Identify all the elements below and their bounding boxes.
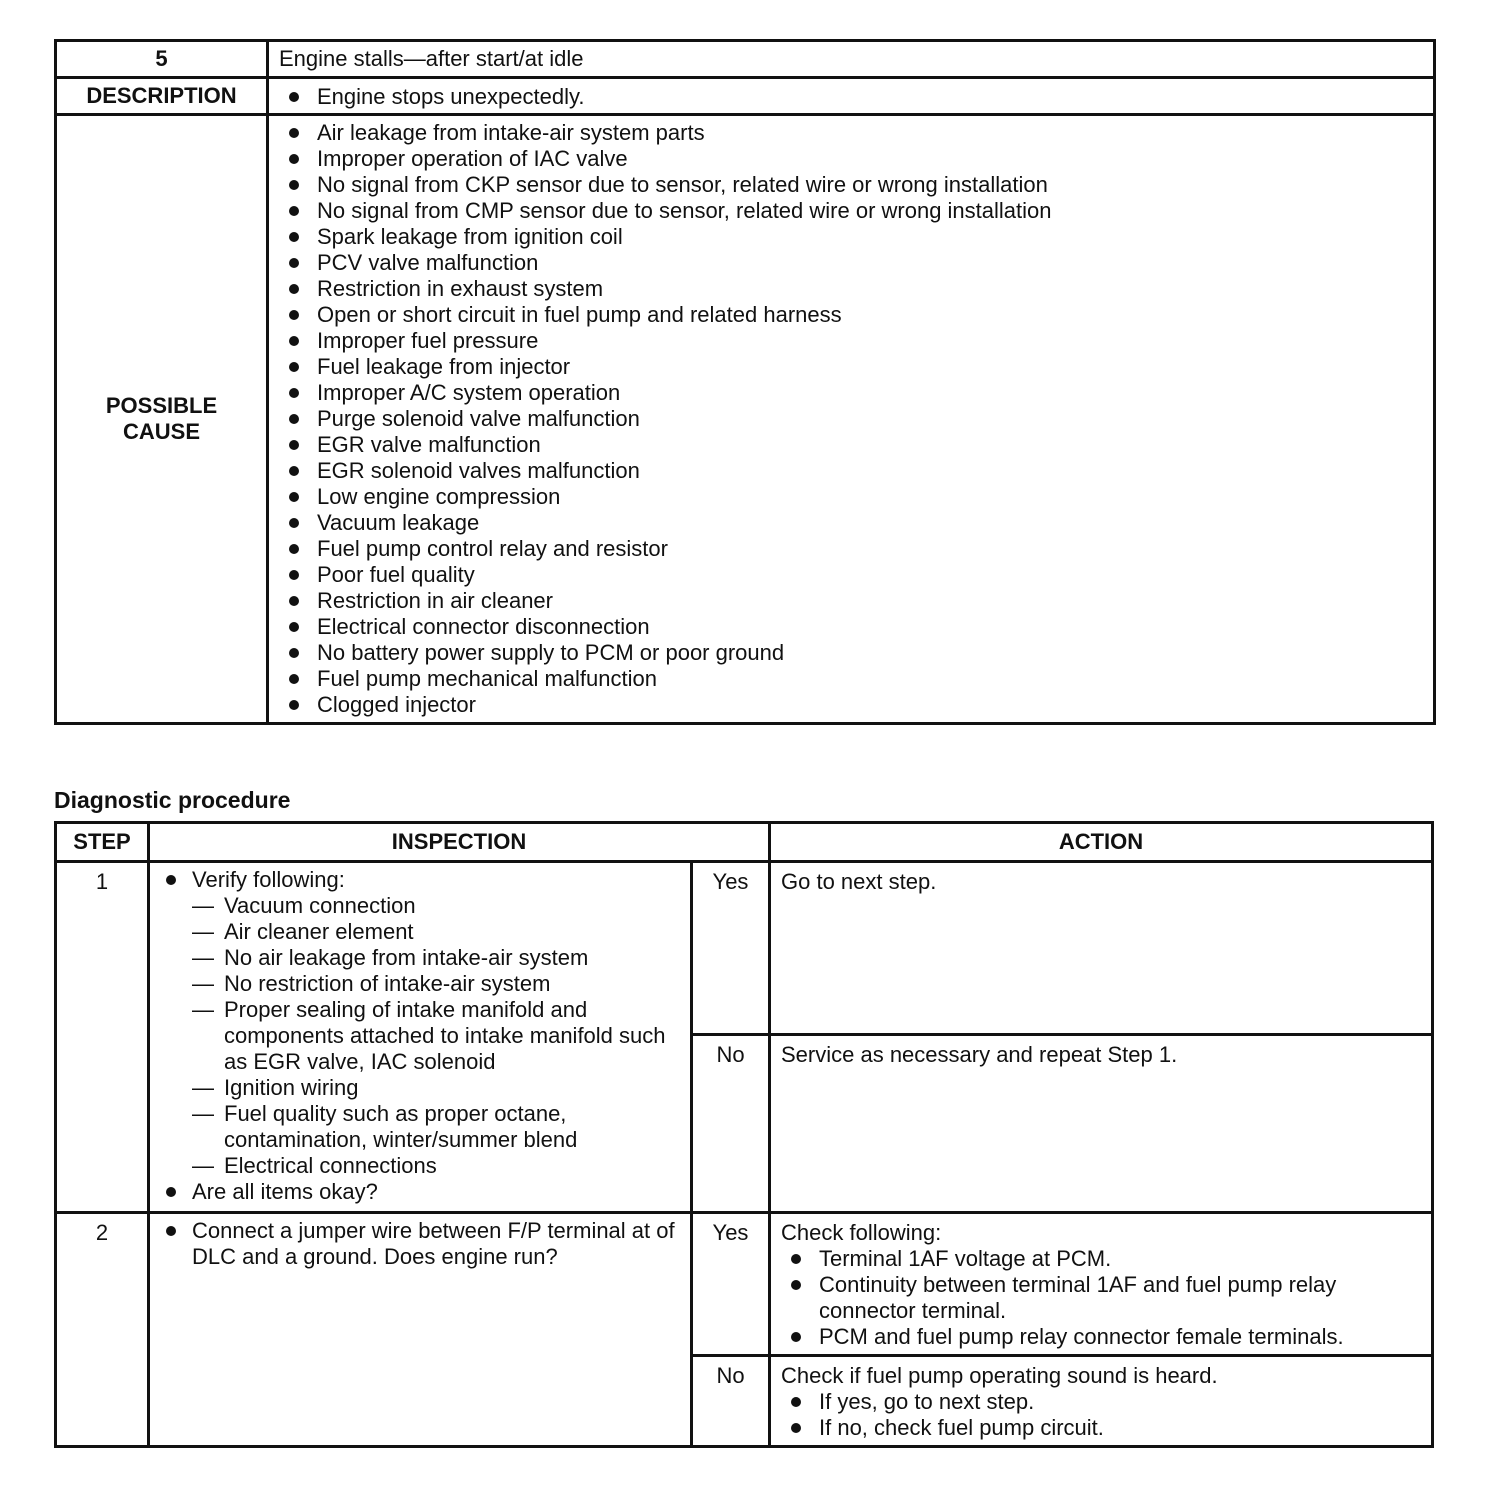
step-header: STEP: [56, 823, 149, 862]
step-1-subitem: — Vacuum connection: [192, 893, 680, 919]
action-header: ACTION: [770, 823, 1433, 862]
possible-cause-item: Purge solenoid valve malfunction: [269, 406, 1433, 432]
possible-cause-item: PCV valve malfunction: [269, 250, 1433, 276]
inspection-header: INSPECTION: [149, 823, 770, 862]
symptom-table: [54, 39, 1436, 725]
step-2-yes-action-item: Terminal 1AF voltage at PCM.: [781, 1246, 1421, 1272]
possible-cause-item: Air leakage from intake-air system parts: [269, 120, 1433, 146]
possible-cause-item: No signal from CKP sensor due to sensor, related wire or wrong installation: [269, 172, 1433, 198]
step-2-yes-action: [770, 1213, 1433, 1356]
step-1-no-label: No: [692, 1035, 770, 1213]
step-2-no-action-intro: Check if fuel pump operating sound is heard.: [781, 1363, 1218, 1388]
possible-cause-label: [56, 115, 268, 724]
step-2-no-action-item: If no, check fuel pump circuit.: [781, 1415, 1421, 1441]
possible-cause-cell: [268, 115, 1435, 724]
step-2-yes-action-list: [781, 1246, 1421, 1350]
step-1-subitem-list: [160, 893, 680, 1179]
possible-cause-item: Improper fuel pressure: [269, 328, 1433, 354]
step-1-subitem: — Proper sealing of intake manifold and components attached to intake manifold such as EGR valve, IAC solenoid: [192, 997, 680, 1075]
step-1-no-action: Service as necessary and repeat Step 1.: [770, 1035, 1433, 1213]
step-1-inspection-list: [160, 867, 680, 893]
possible-cause-item: EGR solenoid valves malfunction: [269, 458, 1433, 484]
possible-cause-item: Fuel pump mechanical malfunction: [269, 666, 1433, 692]
procedure-table: [54, 821, 1434, 1448]
step-2-yes-label: Yes: [692, 1213, 770, 1356]
step-2-yes-action-item: Continuity between terminal 1AF and fuel pump relay connector terminal.: [781, 1272, 1421, 1324]
step-1-yes-row: [56, 862, 1433, 1035]
step-2-no-action-item: If yes, go to next step.: [781, 1389, 1421, 1415]
possible-cause-label-line2: CAUSE: [122, 419, 200, 444]
step-1-inspection-intro-text: Verify following:: [192, 867, 345, 892]
possible-cause-item: Open or short circuit in fuel pump and related harness: [269, 302, 1433, 328]
possible-cause-item: Electrical connector disconnection: [269, 614, 1433, 640]
step-1-subitem: — Fuel quality such as proper octane, contamination, winter/summer blend: [192, 1101, 680, 1153]
step-2-number: 2: [56, 1213, 149, 1447]
possible-cause-item: Fuel leakage from injector: [269, 354, 1433, 380]
description-cell: [268, 78, 1435, 115]
step-2-inspection-text: Connect a jumper wire between F/P terminal at of DLC and a ground. Does engine run?: [160, 1218, 680, 1270]
step-1-subitem: — Ignition wiring: [192, 1075, 680, 1101]
step-2-inspection-list: [160, 1218, 680, 1270]
symptom-number: 5: [56, 41, 268, 78]
step-1-yes-label: Yes: [692, 862, 770, 1035]
description-label: DESCRIPTION: [56, 78, 268, 115]
possible-cause-item: Restriction in exhaust system: [269, 276, 1433, 302]
possible-cause-row: [56, 115, 1435, 724]
step-2-no-action-list: [781, 1389, 1421, 1441]
possible-cause-item: Spark leakage from ignition coil: [269, 224, 1433, 250]
step-2-no-label: No: [692, 1356, 770, 1447]
symptom-header-row: [56, 41, 1435, 78]
step-1-yes-action: Go to next step.: [770, 862, 1433, 1035]
step-2-no-action: [770, 1356, 1433, 1447]
step-1-inspection-question: Are all items okay?: [160, 1179, 680, 1205]
step-2-yes-action-item: PCM and fuel pump relay connector female terminals.: [781, 1324, 1421, 1350]
possible-cause-list: [269, 120, 1433, 718]
possible-cause-item: Low engine compression: [269, 484, 1433, 510]
possible-cause-item: Fuel pump control relay and resistor: [269, 536, 1433, 562]
possible-cause-item: No battery power supply to PCM or poor ground: [269, 640, 1433, 666]
step-1-subitem: — No restriction of intake-air system: [192, 971, 680, 997]
step-2-inspection: [149, 1213, 692, 1447]
possible-cause-item: Clogged injector: [269, 692, 1433, 718]
step-2-yes-action-intro: Check following:: [781, 1220, 942, 1245]
possible-cause-label-line1: POSSIBLE: [105, 393, 218, 418]
possible-cause-item: Improper A/C system operation: [269, 380, 1433, 406]
procedure-header-row: [56, 823, 1433, 862]
step-1-subitem: — Air cleaner element: [192, 919, 680, 945]
step-1-number: 1: [56, 862, 149, 1213]
possible-cause-item: Restriction in air cleaner: [269, 588, 1433, 614]
step-2-yes-row: [56, 1213, 1433, 1356]
step-1-inspection-intro: [160, 867, 680, 893]
possible-cause-item: Vacuum leakage: [269, 510, 1433, 536]
possible-cause-item: Improper operation of IAC valve: [269, 146, 1433, 172]
description-list: [269, 84, 1433, 110]
possible-cause-item: EGR valve malfunction: [269, 432, 1433, 458]
step-1-question-list: [160, 1179, 680, 1205]
step-1-subitem: — Electrical connections: [192, 1153, 680, 1179]
description-row: [56, 78, 1435, 115]
description-item: Engine stops unexpectedly.: [269, 84, 1433, 110]
step-1-subitem: — No air leakage from intake-air system: [192, 945, 680, 971]
possible-cause-item: Poor fuel quality: [269, 562, 1433, 588]
procedure-heading: Diagnostic procedure: [54, 787, 291, 813]
symptom-title: Engine stalls—after start/at idle: [268, 41, 1435, 78]
step-1-inspection: [149, 862, 692, 1213]
possible-cause-item: No signal from CMP sensor due to sensor, related wire or wrong installation: [269, 198, 1433, 224]
